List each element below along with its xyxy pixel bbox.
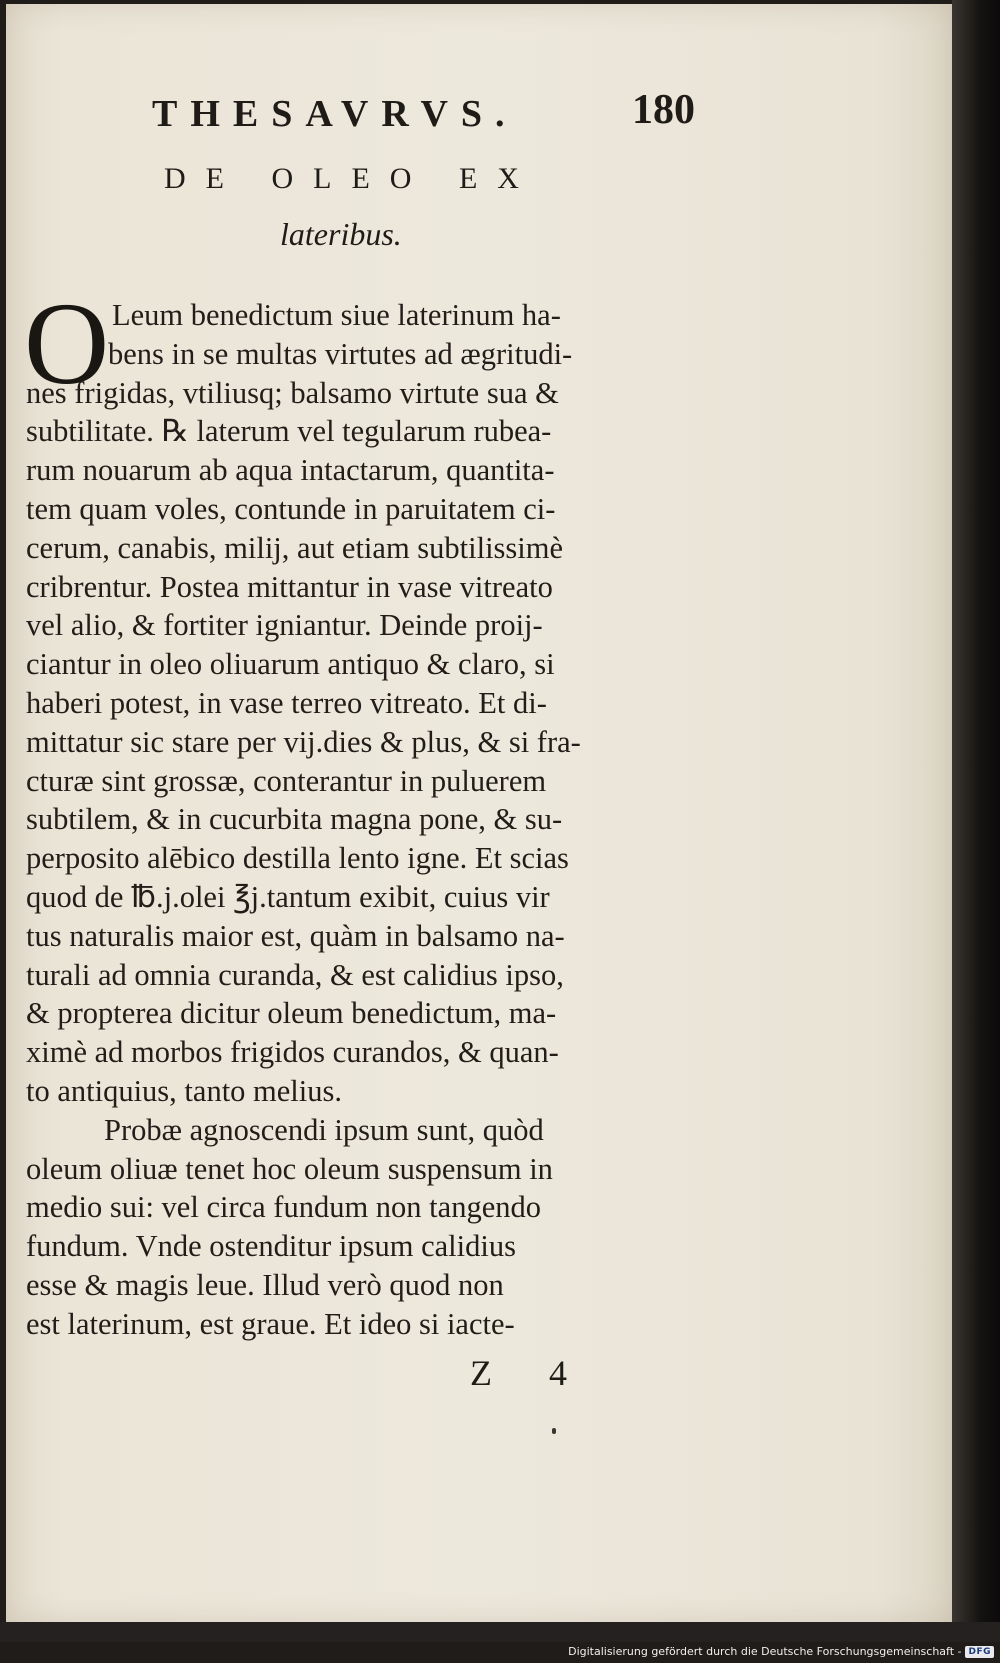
page-number: 180	[632, 87, 695, 133]
ink-dot	[552, 1428, 556, 1434]
text-line: tus naturalis maior est, quàm in balsamo na-	[26, 918, 565, 953]
text-line: esse & magis leue. Illud verò quod non	[26, 1267, 504, 1302]
text-line: nes frigidas, vtiliusq; balsamo virtute sua &	[26, 375, 559, 410]
text-line: subtilem, & in cucurbita magna pone, & su-	[26, 802, 563, 837]
text-line: tem quam voles, contunde in paruitatem ci-	[26, 491, 556, 526]
drop-cap: O	[24, 278, 110, 409]
text-line: ciantur in oleo oliuarum antiquo & claro, si	[26, 647, 555, 682]
text-line: & propterea dicitur oleum benedictum, ma-	[26, 996, 557, 1031]
credit-text: Digitalisierung gefördert durch die Deutsche Forschungsgemeinschaft -	[568, 1645, 962, 1658]
text-line: est laterinum, est graue. Et ideo si iacte-	[26, 1306, 515, 1341]
running-title: THESAVRVS.	[152, 93, 518, 135]
text-line: mittatur sic stare per vij.dies & plus, & si fra-	[26, 724, 581, 759]
text-line: Probæ agnoscendi ipsum sunt, quòd	[104, 1112, 544, 1147]
text-line: turali ad omnia curanda, & est calidius ipso,	[26, 957, 564, 992]
body-text	[24, 278, 686, 1344]
text-line: fundum. Vnde ostenditur ipsum calidius	[26, 1229, 516, 1264]
text-line: bens in se multas virtutes ad ægritudi-	[108, 336, 573, 371]
text-line: rum nouarum ab aqua intactarum, quantita-	[26, 453, 555, 488]
text-line: quod de ℔.j.olei ℥j.tantum exibit, cuius vir	[26, 879, 550, 914]
text-line: subtilitate. ℞ laterum vel tegularum rubea-	[26, 414, 552, 449]
text-line: cturæ sint grossæ, conterantur in puluerem	[26, 763, 547, 798]
section-subheading: lateribus.	[280, 216, 402, 252]
text-line: Leum benedictum siue laterinum ha-	[112, 298, 561, 332]
text-line: cribrentur. Postea mittantur in vase vitreato	[26, 569, 553, 604]
page-bottom-edge	[0, 1622, 1000, 1642]
section-heading: DE OLEO EX	[164, 162, 539, 195]
text-line: cerum, canabis, milij, aut etiam subtilissimè	[26, 530, 564, 565]
book-binding-edge	[952, 0, 1000, 1625]
signature-mark: Z 4	[470, 1353, 591, 1393]
text-line: oleum oliuæ tenet hoc oleum suspensum in	[26, 1151, 553, 1186]
text-line: perposito alēbico destilla lento igne. Et scias	[26, 841, 569, 876]
text-line: ximè ad morbos frigidos curandos, & quan-	[26, 1035, 559, 1070]
text-line: vel alio, & fortiter igniantur. Deinde proij-	[26, 608, 543, 643]
digitization-credit	[568, 1645, 994, 1658]
text-line: haberi potest, in vase terreo vitreato. Et di-	[26, 685, 547, 720]
dfg-logo-icon: DFG	[965, 1646, 994, 1658]
text-line: medio sui: vel circa fundum non tangendo	[26, 1190, 541, 1225]
text-line: to antiquius, tanto melius.	[26, 1073, 342, 1108]
